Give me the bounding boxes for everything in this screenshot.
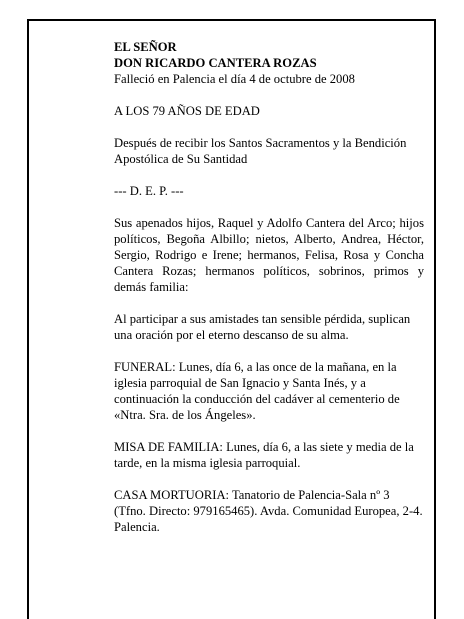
age-line: A LOS 79 AÑOS DE EDAD xyxy=(114,104,260,118)
dep-line: --- D. E. P. --- xyxy=(114,184,184,198)
misa-paragraph: MISA DE FAMILIA: Lunes, día 6, a las siete y media de la tarde, en la misma iglesia parroquial. xyxy=(114,440,414,470)
request-paragraph: Al participar a sus amistades tan sensible pérdida, suplican una oración por el eterno descanso de su alma. xyxy=(114,312,411,342)
sacraments-paragraph: Después de recibir los Santos Sacramentos y la Bendición Apostólica de Su Santidad xyxy=(114,136,407,166)
casa-mortuoria-paragraph: CASA MORTUORIA: Tanatorio de Palencia-Sala nº 3 (Tfno. Directo: 979165465). Avda. Comunidad Europea, 2-4. Palencia. xyxy=(114,488,423,534)
header-block xyxy=(114,39,424,87)
title-line-1: EL SEÑOR xyxy=(114,40,177,54)
funeral-paragraph: FUNERAL: Lunes, día 6, a las once de la mañana, en la iglesia parroquial de San Ignacio y Santa Inés, y a continuación la conducción del cadáver al cementerio de «Ntra. Sra. de los Ángeles». xyxy=(114,360,400,422)
death-info: Falleció en Palencia el día 4 de octubre de 2008 xyxy=(114,72,355,86)
obituary-notice xyxy=(114,39,424,551)
family-paragraph: Sus apenados hijos, Raquel y Adolfo Cantera del Arco; hijos políticos, Begoña Albillo; nietos, Alberto, Andrea, Héctor, Sergio, Rodrigo e Irene; hermanos, Felisa, Rosa y Concha Cantera Rozas; hermanos políticos, sobrinos, primos y demás familia: xyxy=(114,216,424,294)
title-line-2: DON RICARDO CANTERA ROZAS xyxy=(114,56,317,70)
